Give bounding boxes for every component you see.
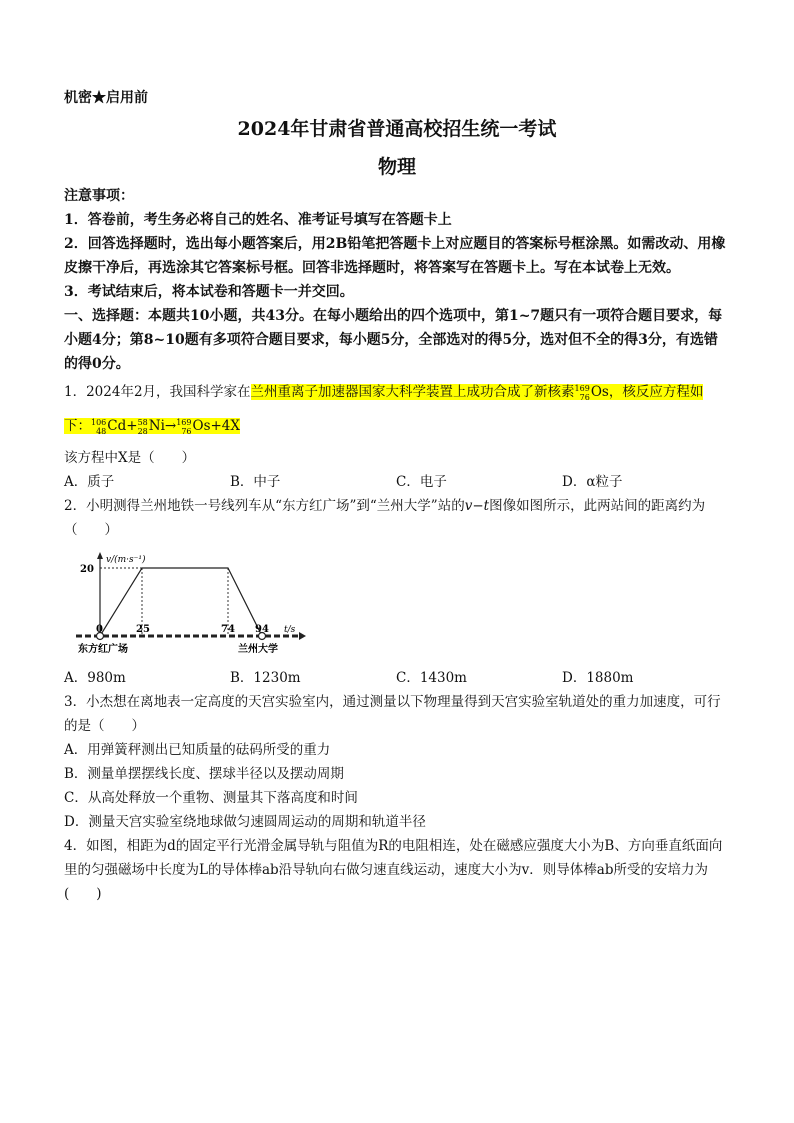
q2-option-a: A．980m	[64, 670, 126, 686]
station-left: 东方红广场	[78, 644, 128, 655]
q4-stem: 4．如图，相距为d的固定平行光滑金属导轨与阻值为R的电阻相连，处在磁感应强度大小为B、方向垂直纸面向里的匀强磁场中长度为L的导体棒ab沿导轨向右做匀速直线运动，速度大小为v．则导体棒ab所受的安培力为( )	[64, 838, 723, 902]
graph-xtick-74: 74	[221, 624, 235, 635]
q2-option-b: B．1230m	[230, 670, 301, 686]
notes-heading: 注意事项：	[64, 188, 134, 204]
q1-highlight: 兰州重离子加速器国家大科学装置上成功合成了新核素 169 76 Os，核反应方程如	[250, 383, 704, 402]
q2-options	[64, 666, 730, 690]
graph-xtick-25: 25	[136, 624, 150, 635]
q1-options	[64, 470, 730, 494]
q3-option-c: C．从高处释放一个重物、测量其下落高度和时间	[64, 790, 358, 806]
graph-ytick: 20	[80, 564, 94, 575]
note-item-1: 1．答卷前，考生务必将自己的姓名、准考证号填写在答题卡上	[64, 212, 452, 228]
confidential-label: 机密★启用前	[64, 90, 148, 106]
q1-question: 该方程中X是（ ）	[64, 450, 196, 466]
graph-xlabel: t/s	[284, 625, 296, 635]
q2-option-d: D．1880m	[562, 670, 634, 686]
q2-stem: 2．小明测得兰州地铁一号线列车从“东方红广场”到“兰州大学”站的v−t图像如图所示，此两站间的距离约为（ ）	[64, 498, 706, 538]
section1-intro: 一、选择题：本题共10小题，共43分。在每小题给出的四个选项中，第1~7题只有一项符合题目要求，每小题4分；第8~10题有多项符合题目要求，每小题5分，全部选对的得5分，选对但不全的得3分，有选错的得0分。	[64, 308, 723, 372]
note-item-2: 2．回答选择题时，选出每小题答案后，用2B铅笔把答题卡上对应题目的答案标号框涂黑。如需改动、用橡皮擦干净后，再选涂其它答案标号框。回答非选择题时，将答案写在答题卡上。写在本试卷上无效。	[64, 236, 726, 276]
q1-option-a: A．质子	[64, 474, 115, 490]
graph-xtick-94: 94	[255, 624, 269, 635]
note-item-3: 3．考试结束后，将本试卷和答题卡一并交回。	[64, 284, 354, 300]
exam-title: 2024年甘肃省普通高校招生统一考试	[237, 118, 557, 140]
exam-page	[64, 88, 730, 906]
station-right: 兰州大学	[238, 644, 278, 655]
q1-option-c: C．电子	[396, 474, 447, 490]
q3-stem: 3．小杰想在离地表一定高度的天宫实验室内，通过测量以下物理量得到天宫实验室轨道处的重力加速度，可行的是（ ）	[64, 694, 721, 734]
q3-option-d: D．测量天宫实验室绕地球做匀速圆周运动的周期和轨道半径	[64, 814, 426, 830]
graph-ylabel: v/(m·s⁻¹)	[106, 555, 146, 565]
q1-formula: 下： 106 48 Cd+ 58 28 Ni→ 169 76 Os+4X	[64, 417, 241, 436]
q4-block	[64, 834, 730, 906]
subject-title: 物理	[377, 156, 416, 178]
notes-section	[64, 184, 730, 376]
q1-option-b: B．中子	[230, 474, 281, 490]
graph-xtick-0: 0	[96, 624, 103, 635]
q1-stem: 1．2024年2月，我国科学家在兰州重离子加速器国家大科学装置上成功合成了新核素 169 76 Os，核反应方程如	[64, 383, 704, 402]
q1-option-d: D．α粒子	[562, 474, 623, 490]
q3-block	[64, 690, 730, 834]
q2-option-c: C．1430m	[396, 670, 467, 686]
q3-option-b: B．测量单摆摆线长度、摆球半径以及摆动周期	[64, 766, 344, 782]
q3-option-a: A．用弹簧秤测出已知质量的砝码所受的重力	[64, 742, 331, 758]
vt-graph	[70, 548, 310, 658]
